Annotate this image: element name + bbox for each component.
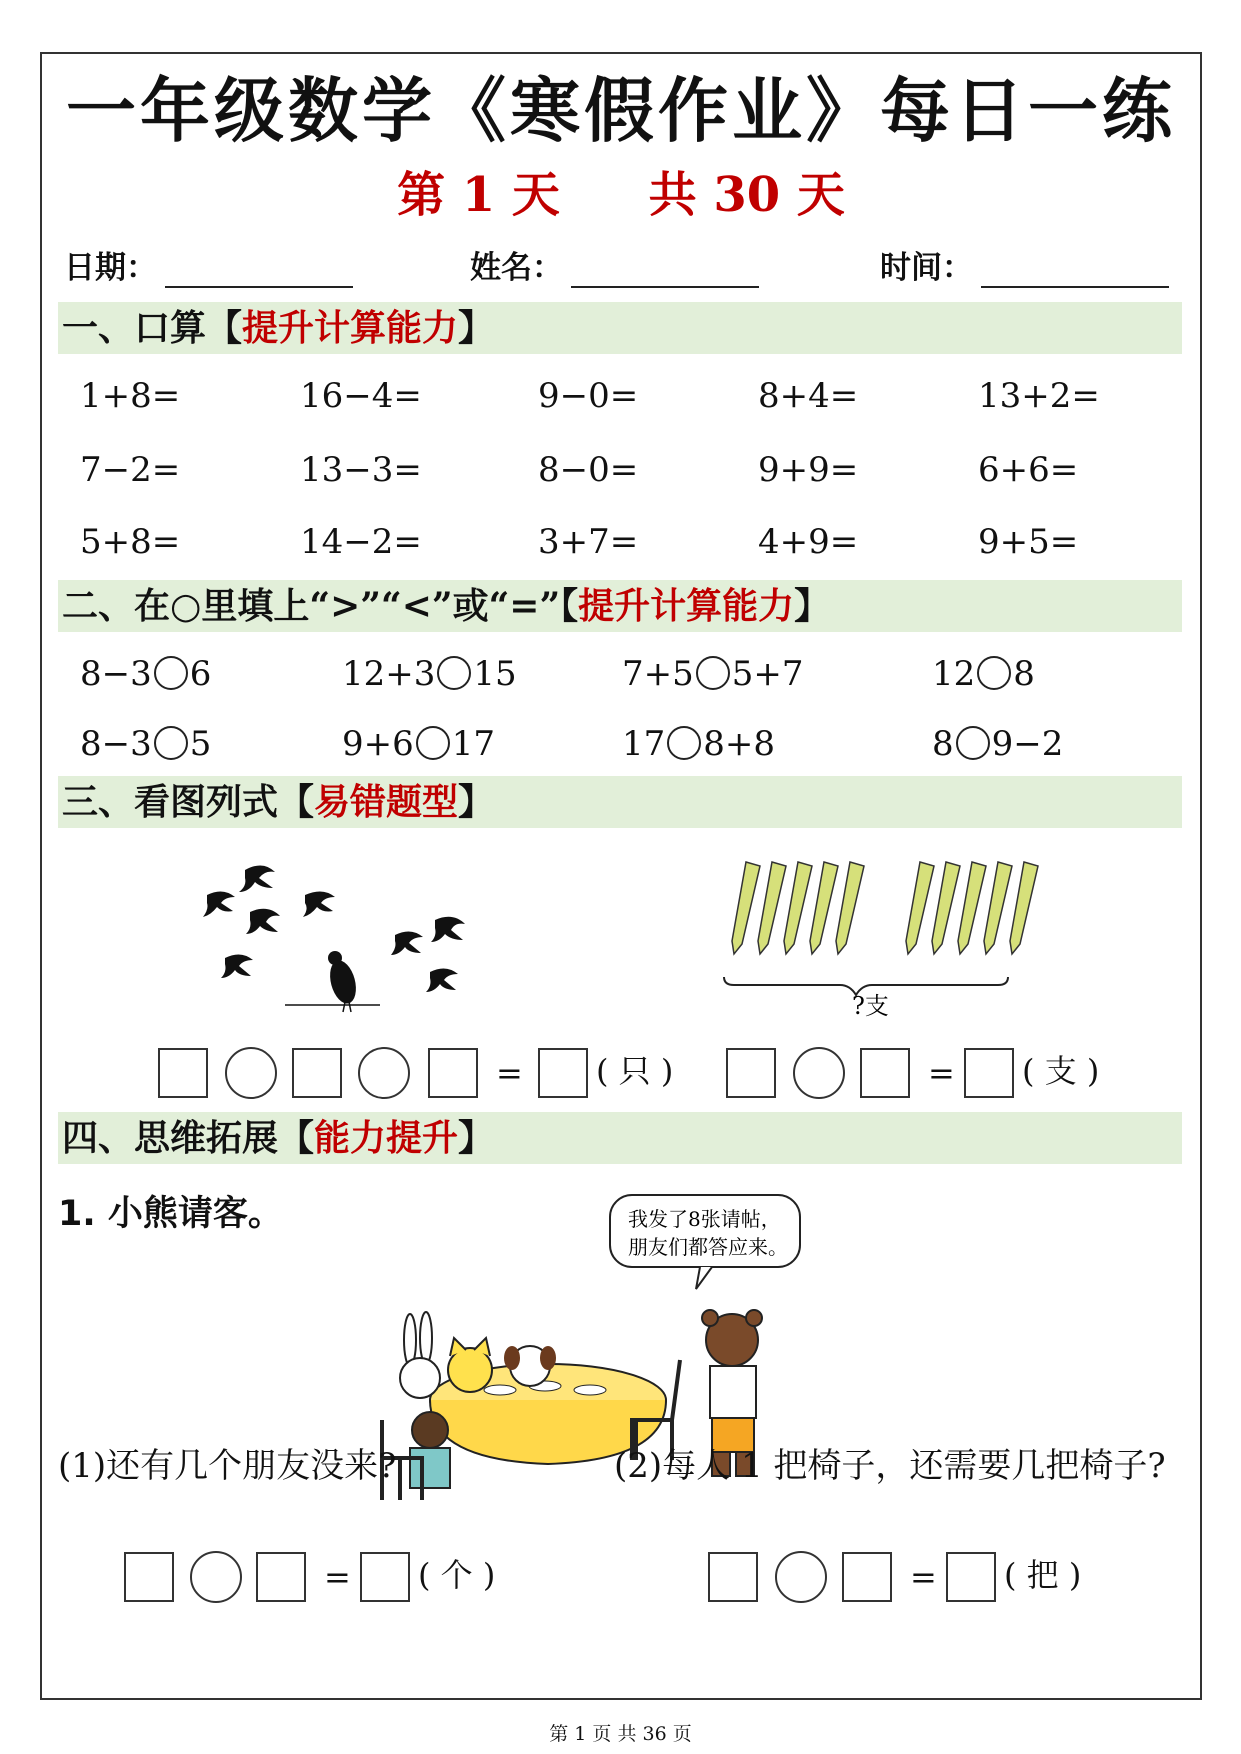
unit-pencils: ( 支 ): [1022, 1052, 1100, 1090]
comparison-item: [342, 652, 517, 696]
rabbit-icon: [400, 1312, 440, 1398]
swallow-icon: [303, 891, 335, 917]
time-label: 时间：: [880, 250, 973, 286]
answer-box[interactable]: [360, 1552, 410, 1602]
answer-box[interactable]: [842, 1552, 892, 1602]
answer-box[interactable]: [256, 1552, 306, 1602]
swallow-icon: [391, 931, 423, 955]
arithmetic-item[interactable]: 16−4=: [300, 376, 422, 416]
comparison-right: 17: [451, 724, 496, 764]
comparison-left: 12: [932, 654, 976, 694]
comparison-right: 8+8: [703, 724, 776, 764]
swallow-icon: [203, 891, 235, 917]
comparison-item: [932, 652, 1035, 696]
answer-box[interactable]: [860, 1048, 910, 1098]
swallows-illustration: [195, 850, 485, 1020]
comparison-left: 12+3: [342, 654, 436, 694]
swallow-icon: [221, 954, 253, 978]
arithmetic-item[interactable]: 8−0=: [538, 450, 639, 490]
answer-box[interactable]: [708, 1552, 758, 1602]
pencil-icon: [810, 862, 838, 954]
comparison-right: 15: [473, 654, 517, 694]
comparison-right: 8: [1013, 654, 1035, 694]
pencil-icon: [932, 862, 960, 954]
time-blank[interactable]: [981, 252, 1169, 288]
compare-circle[interactable]: [977, 656, 1011, 690]
answer-box[interactable]: [964, 1048, 1014, 1098]
arithmetic-item[interactable]: 9+9=: [758, 450, 859, 490]
equals-sign: =: [928, 1054, 955, 1092]
arithmetic-item[interactable]: 9+5=: [978, 522, 1079, 562]
pencil-icon: [758, 862, 786, 954]
pencil-icon: [906, 862, 934, 954]
pencil-icon: [1010, 862, 1038, 954]
answer-box[interactable]: [292, 1048, 342, 1098]
section1-heading: 一、口算【提升计算能力】: [58, 302, 1182, 354]
pencil-icon: [732, 862, 760, 954]
monkey-icon: [410, 1412, 450, 1488]
pencils-illustration: [720, 862, 1040, 1020]
arithmetic-item[interactable]: 13−3=: [300, 450, 422, 490]
comparison-right: 6: [189, 654, 212, 694]
swallow-icon: [246, 909, 280, 934]
swallow-icon: [426, 968, 458, 992]
section3-heading: 三、看图列式【易错题型】: [58, 776, 1182, 828]
comparison-item: [80, 652, 211, 696]
compare-circle[interactable]: [154, 726, 188, 760]
comparison-left: 9+6: [342, 724, 414, 764]
swallow-icon: [239, 865, 275, 892]
answer-box[interactable]: [158, 1048, 208, 1098]
comparison-left: 7+5: [622, 654, 694, 694]
arithmetic-item[interactable]: 1+8=: [80, 376, 181, 416]
comparison-left: 8−3: [80, 654, 152, 694]
unit-q2: ( 把 ): [1004, 1556, 1082, 1594]
cat-icon: [448, 1338, 492, 1392]
name-label: 姓名：: [470, 250, 563, 286]
answer-box[interactable]: [124, 1552, 174, 1602]
comparison-item: [80, 722, 211, 766]
day-label: 第 1 天: [397, 167, 560, 223]
comparison-left: 17: [622, 724, 666, 764]
page-footer: 第 1 页 共 36 页: [549, 1723, 692, 1745]
answer-box[interactable]: [946, 1552, 996, 1602]
comparison-item: [932, 722, 1063, 766]
pencil-icon: [784, 862, 812, 954]
comparison-left: 8−3: [80, 724, 152, 764]
pencil-group: [732, 862, 1038, 954]
arithmetic-item[interactable]: 13+2=: [978, 376, 1100, 416]
pencil-caption: ?支: [852, 992, 889, 1020]
answer-circle[interactable]: [775, 1551, 827, 1603]
equals-sign: =: [910, 1558, 937, 1596]
pencil-icon: [984, 862, 1012, 954]
comparison-left: 8: [932, 724, 954, 764]
answer-circle[interactable]: [190, 1551, 242, 1603]
arithmetic-item[interactable]: 4+9=: [758, 522, 859, 562]
speech-line1: 我发了8张请帖，: [628, 1207, 781, 1231]
unit-birds: ( 只 ): [596, 1052, 674, 1090]
date-field[interactable]: [64, 248, 353, 288]
compare-circle[interactable]: [416, 726, 450, 760]
page-subtitle: [40, 162, 1202, 228]
unit-q1: ( 个 ): [418, 1556, 496, 1594]
comparison-right: 5: [189, 724, 212, 764]
arithmetic-item[interactable]: 7−2=: [80, 450, 181, 490]
compare-circle[interactable]: [154, 656, 188, 690]
name-field[interactable]: [470, 248, 759, 288]
answer-circle[interactable]: [793, 1047, 845, 1099]
compare-circle[interactable]: [956, 726, 990, 760]
perched-bird-icon: [326, 958, 361, 1007]
name-blank[interactable]: [571, 252, 759, 288]
speech-line2: 朋友们都答应来。: [628, 1235, 788, 1259]
comparison-item: [622, 652, 804, 696]
pencil-icon: [958, 862, 986, 954]
time-field[interactable]: [880, 248, 1169, 288]
question-2: (2)每人 1 把椅子，还需要几把椅子?: [614, 1446, 1166, 1486]
section2-heading: 二、在○里填上“>”“<”或“=”【提升计算能力】: [58, 580, 1182, 632]
problem-title: 1. 小熊请客。: [58, 1194, 283, 1234]
compare-circle[interactable]: [667, 726, 701, 760]
question-1: (1)还有几个朋友没来?: [58, 1446, 397, 1486]
swallow-icon: [431, 917, 465, 942]
comparison-item: [342, 722, 495, 766]
answer-circle[interactable]: [358, 1047, 410, 1099]
answer-box[interactable]: [726, 1048, 776, 1098]
section4-heading: 四、思维拓展【能力提升】: [58, 1112, 1182, 1164]
answer-circle[interactable]: [225, 1047, 277, 1099]
equals-sign: =: [324, 1558, 351, 1596]
total-days-label: 共 30 天: [648, 167, 845, 223]
comparison-right: 5+7: [731, 654, 804, 694]
answer-box[interactable]: [538, 1048, 588, 1098]
equals-sign: =: [496, 1054, 523, 1092]
date-label: 日期：: [64, 250, 157, 286]
pencil-icon: [836, 862, 864, 954]
arithmetic-item[interactable]: 5+8=: [80, 522, 181, 562]
arithmetic-item[interactable]: 8+4=: [758, 376, 859, 416]
comparison-right: 9−2: [991, 724, 1064, 764]
page-title: 一年级数学《寒假作业》每日一练: [66, 70, 1176, 152]
date-blank[interactable]: [165, 252, 353, 288]
arithmetic-item[interactable]: 14−2=: [300, 522, 422, 562]
arithmetic-item[interactable]: 9−0=: [538, 376, 639, 416]
compare-circle[interactable]: [696, 656, 730, 690]
compare-circle[interactable]: [437, 656, 471, 690]
comparison-item: [622, 722, 775, 766]
arithmetic-item[interactable]: 3+7=: [538, 522, 639, 562]
arithmetic-item[interactable]: 6+6=: [978, 450, 1079, 490]
answer-box[interactable]: [428, 1048, 478, 1098]
